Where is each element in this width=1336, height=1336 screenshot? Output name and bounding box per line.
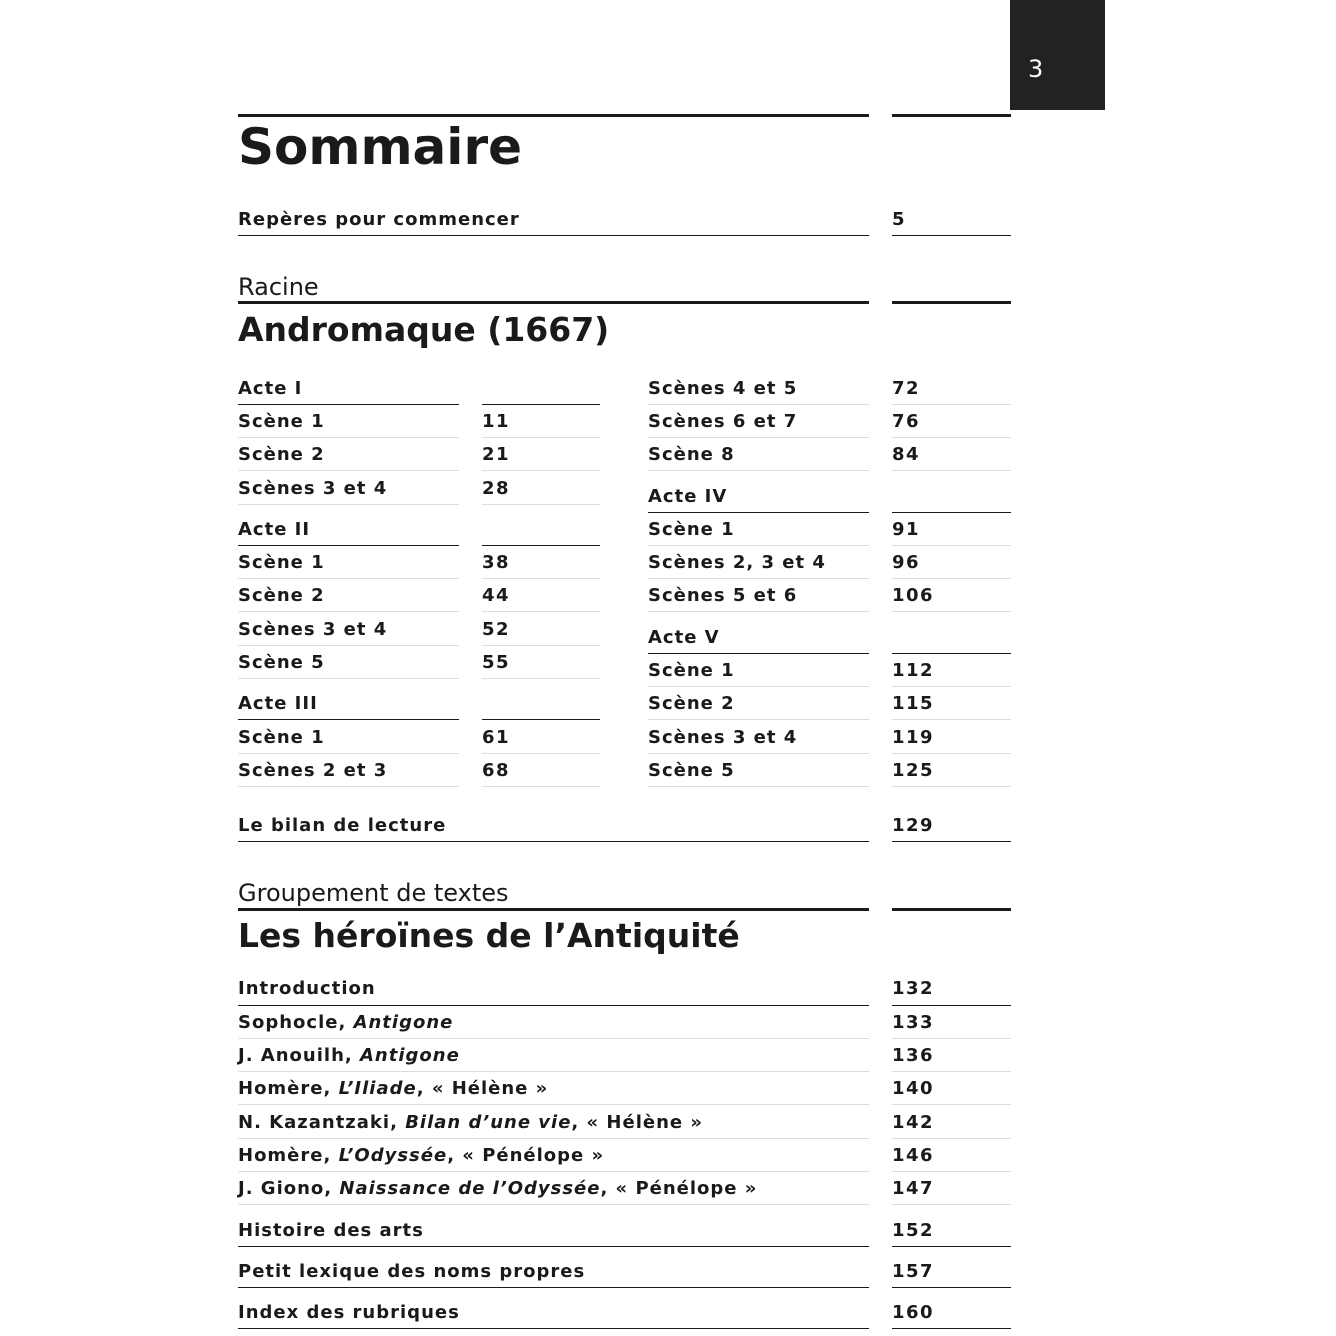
row-divider (482, 678, 600, 679)
row-divider (482, 611, 600, 612)
toc-entry[interactable]: Scène 2 (238, 444, 325, 465)
toc-page: 68 (482, 760, 511, 781)
toc-entry[interactable]: Scènes 2, 3 et 4 (648, 552, 826, 573)
toc-entry-text[interactable] (238, 1045, 460, 1067)
row-divider (238, 470, 459, 471)
divider (892, 1328, 1011, 1329)
row-divider (482, 504, 600, 505)
toc-entry[interactable]: Scène 1 (648, 519, 735, 540)
toc-entry[interactable]: Scènes 5 et 6 (648, 585, 798, 606)
toc-entry[interactable]: Scène 1 (238, 552, 325, 573)
toc-page: 152 (892, 1220, 935, 1241)
row-divider (648, 753, 869, 754)
divider (238, 1005, 869, 1006)
row-divider (238, 504, 459, 505)
toc-page: 44 (482, 585, 511, 606)
work-extra: , « Pénélope » (447, 1145, 605, 1166)
toc-page: 112 (892, 660, 935, 681)
row-divider (238, 753, 459, 754)
row-divider (238, 611, 459, 612)
toc-page: 72 (892, 378, 921, 399)
toc-page: 146 (892, 1145, 935, 1166)
toc-entry-text[interactable] (238, 1112, 703, 1134)
row-divider (238, 786, 459, 787)
row-divider (238, 1071, 869, 1072)
row-divider (892, 1171, 1011, 1172)
toc-page: 132 (892, 978, 935, 999)
row-divider (238, 1038, 869, 1039)
divider (892, 1287, 1011, 1288)
work-title: Antigone (360, 1045, 460, 1066)
toc-entry[interactable]: Scène 1 (238, 411, 325, 432)
row-divider (892, 1204, 1011, 1205)
row-divider (482, 470, 600, 471)
row-divider (238, 1138, 869, 1139)
toc-entry[interactable]: Scène 8 (648, 444, 735, 465)
toc-page: 140 (892, 1078, 935, 1099)
toc-page: 142 (892, 1112, 935, 1133)
divider (238, 1287, 869, 1288)
toc-page: 160 (892, 1302, 935, 1323)
row-divider (648, 578, 869, 579)
section-rule-right (892, 301, 1011, 304)
divider (238, 235, 869, 236)
toc-page: 55 (482, 652, 511, 673)
section-racine: Racine (238, 273, 319, 301)
toc-page: 106 (892, 585, 935, 606)
title-rule-right (892, 114, 1011, 117)
row-divider (482, 786, 600, 787)
row-divider (238, 437, 459, 438)
toc-entry[interactable]: Scènes 3 et 4 (648, 727, 798, 748)
toc-page: 147 (892, 1178, 935, 1199)
row-divider (892, 719, 1011, 720)
toc-entry[interactable]: Scènes 3 et 4 (238, 478, 388, 499)
toc-entry-histoire-des-arts[interactable]: Histoire des arts (238, 1220, 424, 1241)
row-divider (648, 437, 869, 438)
row-divider (892, 1104, 1011, 1105)
toc-page: 157 (892, 1261, 935, 1282)
toc-entry[interactable]: Scène 5 (238, 652, 325, 673)
acte-heading: Acte I (238, 378, 303, 399)
toc-entry[interactable]: Scène 2 (238, 585, 325, 606)
acte-rule (648, 512, 869, 513)
acte-heading: Acte IV (648, 486, 728, 507)
toc-page-reperes: 5 (892, 209, 907, 230)
work-extra: , « Pénélope » (600, 1178, 758, 1199)
row-divider (648, 686, 869, 687)
toc-page: 61 (482, 727, 511, 748)
row-divider (482, 645, 600, 646)
row-divider (892, 578, 1011, 579)
author: N. Kazantzaki, (238, 1112, 406, 1133)
work-extra: , « Hélène » (571, 1112, 703, 1133)
toc-entry-lexique[interactable]: Petit lexique des noms propres (238, 1261, 586, 1282)
work-title: Bilan d’une vie (405, 1112, 572, 1133)
row-divider (482, 437, 600, 438)
row-divider (238, 1104, 869, 1105)
acte-rule (238, 719, 459, 720)
toc-page: 21 (482, 444, 511, 465)
row-divider (892, 470, 1011, 471)
title-rule (238, 114, 869, 117)
row-divider (648, 545, 869, 546)
row-divider (892, 404, 1011, 405)
row-divider (892, 686, 1011, 687)
toc-entry[interactable]: Scène 1 (238, 727, 325, 748)
author: Sophocle, (238, 1012, 354, 1033)
row-divider (482, 578, 600, 579)
work-extra: , « Hélène » (416, 1078, 549, 1099)
toc-page: 11 (482, 411, 511, 432)
row-divider (648, 786, 869, 787)
page-number-tab (1010, 0, 1105, 110)
section-groupement: Groupement de textes (238, 879, 509, 907)
acte-rule (238, 404, 459, 405)
toc-page: 84 (892, 444, 921, 465)
row-divider (892, 1038, 1011, 1039)
toc-page: 115 (892, 693, 935, 714)
work-title: L’Odyssée (338, 1145, 448, 1166)
work-title: Naissance de l’Odyssée (339, 1178, 601, 1199)
work-title: Antigone (353, 1012, 454, 1033)
row-divider (892, 545, 1011, 546)
toc-page: 96 (892, 552, 921, 573)
divider (238, 1246, 869, 1247)
acte-rule (482, 719, 600, 720)
divider (892, 1246, 1011, 1247)
toc-page: 38 (482, 552, 511, 573)
play-title: Andromaque (1667) (238, 310, 610, 349)
row-divider (648, 470, 869, 471)
row-divider (238, 1204, 869, 1205)
toc-entry[interactable]: Scènes 4 et 5 (648, 378, 798, 399)
toc-page-bilan: 129 (892, 815, 935, 836)
groupement-title: Les héroïnes de l’Antiquité (238, 916, 740, 955)
acte-rule (482, 545, 600, 546)
row-divider (238, 645, 459, 646)
author: Homère, (238, 1145, 339, 1166)
toc-entry[interactable]: Scènes 3 et 4 (238, 619, 388, 640)
row-divider (892, 753, 1011, 754)
row-divider (648, 611, 869, 612)
divider (892, 1005, 1011, 1006)
row-divider (648, 404, 869, 405)
toc-entry-text[interactable] (238, 1178, 757, 1200)
row-divider (648, 719, 869, 720)
work-title: L’Iliade (338, 1078, 417, 1099)
toc-page: 52 (482, 619, 511, 640)
page-title: Sommaire (238, 118, 523, 176)
acte-heading: Acte V (648, 627, 720, 648)
author: J. Anouilh, (238, 1045, 360, 1066)
toc-entry-index[interactable]: Index des rubriques (238, 1302, 460, 1323)
row-divider (892, 786, 1011, 787)
divider (892, 841, 1011, 842)
author: Homère, (238, 1078, 339, 1099)
toc-page: 91 (892, 519, 921, 540)
divider (238, 1328, 869, 1329)
acte-heading: Acte III (238, 693, 318, 714)
toc-entry-text[interactable] (238, 1078, 548, 1100)
page-number: 3 (1028, 55, 1044, 83)
toc-entry-reperes[interactable]: Repères pour commencer (238, 209, 520, 230)
toc-page: 76 (892, 411, 921, 432)
acte-rule (892, 653, 1011, 654)
acte-rule (238, 545, 459, 546)
toc-entry-bilan[interactable]: Le bilan de lecture (238, 815, 447, 836)
section-rule (238, 908, 869, 911)
section-rule (238, 301, 869, 304)
toc-entry[interactable]: Scène 1 (648, 660, 735, 681)
toc-entry[interactable]: Scènes 6 et 7 (648, 411, 798, 432)
toc-entry-text[interactable] (238, 1012, 453, 1034)
toc-page: 28 (482, 478, 511, 499)
row-divider (238, 578, 459, 579)
author: J. Giono, (238, 1178, 340, 1199)
row-divider (892, 1071, 1011, 1072)
row-divider (238, 1171, 869, 1172)
row-divider (238, 678, 459, 679)
toc-page: 136 (892, 1045, 935, 1066)
row-divider (482, 753, 600, 754)
row-divider (892, 611, 1011, 612)
divider (238, 841, 869, 842)
divider (892, 235, 1011, 236)
acte-heading: Acte II (238, 519, 311, 540)
toc-entry[interactable]: Scènes 2 et 3 (238, 760, 388, 781)
acte-rule (648, 653, 869, 654)
toc-entry-text[interactable] (238, 1145, 604, 1167)
toc-page: 125 (892, 760, 935, 781)
acte-rule (892, 512, 1011, 513)
row-divider (892, 437, 1011, 438)
toc-entry-introduction[interactable]: Introduction (238, 978, 376, 999)
toc-page: 133 (892, 1012, 935, 1033)
toc-entry[interactable]: Scène 5 (648, 760, 735, 781)
toc-entry[interactable]: Scène 2 (648, 693, 735, 714)
toc-page: 119 (892, 727, 935, 748)
row-divider (892, 1138, 1011, 1139)
section-rule-right (892, 908, 1011, 911)
acte-rule (482, 404, 600, 405)
